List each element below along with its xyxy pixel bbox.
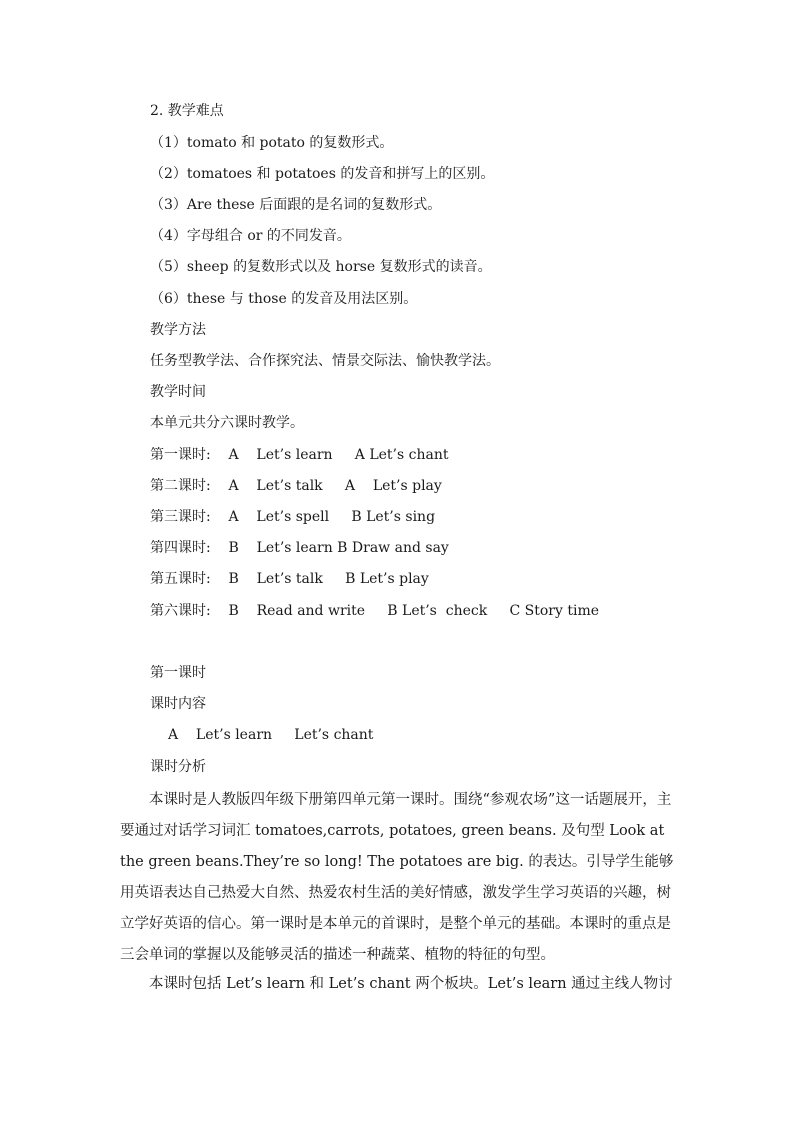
time-text: 本单元共分六课时教学。 [150,415,304,431]
lesson-2: 第二课时: A Let’s talk A Let’s play [150,478,442,494]
method-text: 任务型教学法、合作探究法、情景交际法、愉快教学法。 [150,353,500,369]
first-lesson-heading: 第一课时 [150,665,206,681]
analysis-heading: 课时分析 [150,759,206,775]
method-heading: 教学方法 [150,322,206,338]
lesson-1: 第一课时: A Let’s learn A Let’s chant [150,447,449,463]
difficulty-item-4: （4）字母组合 or 的不同发音。 [150,228,351,244]
lesson-6: 第六课时: B Read and write B Let’s check C Story time [150,603,600,619]
lesson-4: 第四课时: B Let’s learn B Draw and say [150,540,449,556]
analysis-paragraph-2: 本课时包括 Let’s learn 和 Let’s chant 两个板块。Let’s learn 通过主线人物讨 [149,976,673,992]
difficulty-item-2: （2）tomatoes 和 potatoes 的发音和拼写上的区别。 [150,166,495,182]
difficulty-heading: 2. 教学难点 [150,103,224,119]
time-heading: 教学时间 [150,384,206,400]
content-text: A Let’s learn Let’s chant [168,727,374,743]
difficulty-item-3: （3）Are these 后面跟的是名词的复数形式。 [150,197,442,213]
difficulty-item-1: （1）tomato 和 potato 的复数形式。 [150,135,394,151]
difficulty-item-6: （6）these 与 those 的发音及用法区别。 [150,291,418,307]
difficulty-item-5: （5）sheep 的复数形式以及 horse 复数形式的读音。 [150,259,492,275]
analysis-paragraph-1: 本课时是人教版四年级下册第四单元第一课时。围绕“参观农场”这一话题展开，主要通过对话学习词汇 tomatoes,carrots, potatoes, green beans. 及句型 Look at the green beans.They’re so long! The potatoes are big. 的表达。引导学生能够用英语表达自己热爱大自然、热爱农村生活的美好情感，激发学生学习英语的兴趣，树立学好英语的信心。第一课时是本单元的首课时，是整个单元的基础。本课时的重点是三会单词的掌握以及能够灵活的描述一种蔬菜、植物的特征的句型。 [120,792,674,963]
lesson-5: 第五课时: B Let’s talk B Let’s play [150,571,429,587]
content-heading: 课时内容 [150,696,206,712]
lesson-3: 第三课时: A Let’s spell B Let’s sing [150,509,436,525]
